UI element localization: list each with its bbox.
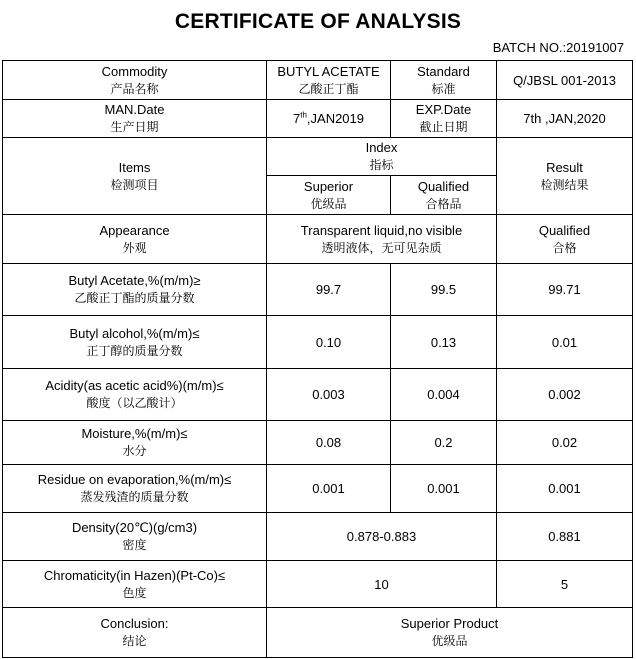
man-date-value: 7th,JAN2019	[267, 100, 391, 138]
appearance-item: Appearance 外观	[3, 215, 267, 264]
density-row	[3, 513, 633, 561]
conclusion-value: Superior Product 优级品	[267, 608, 633, 658]
result-value: 0.001	[497, 465, 633, 513]
table-row	[3, 421, 633, 465]
result-value: 0.02	[497, 421, 633, 465]
superior-header: Superior 优级品	[267, 176, 391, 215]
man-date-label: MAN.Date 生产日期	[3, 100, 267, 138]
appearance-spec: Transparent liquid,no visible 透明液体，无可见杂质	[267, 215, 497, 264]
superior-value: 99.7	[267, 264, 391, 316]
appearance-result: Qualified 合格	[497, 215, 633, 264]
standard-value: Q/JBSL 001-2013	[497, 61, 633, 100]
commodity-label: Commodity 产品名称	[3, 61, 267, 100]
density-spec: 0.878-0.883	[267, 513, 497, 561]
superior-value: 0.10	[267, 316, 391, 369]
item-name: Butyl alcohol,%(m/m)≤ 正丁醇的质量分数	[3, 316, 267, 369]
item-name: Residue on evaporation,%(m/m)≤ 蒸发残渣的质量分数	[3, 465, 267, 513]
date-row	[3, 100, 633, 138]
item-name: Moisture,%(m/m)≤ 水分	[3, 421, 267, 465]
table-row	[3, 264, 633, 316]
product-name: BUTYL ACETATE 乙酸正丁酯	[267, 61, 391, 100]
result-value: 0.01	[497, 316, 633, 369]
column-header-row	[3, 138, 633, 176]
chromaticity-row	[3, 561, 633, 608]
item-name: Chromaticity(in Hazen)(Pt-Co)≤ 色度	[3, 561, 267, 608]
appearance-row	[3, 215, 633, 264]
items-header: Items 检测项目	[3, 138, 267, 215]
commodity-row	[3, 61, 633, 100]
item-name: Butyl Acetate,%(m/m)≥ 乙酸正丁酯的质量分数	[3, 264, 267, 316]
result-header: Result 检测结果	[497, 138, 633, 215]
batch-number: BATCH NO.:20191007	[492, 40, 624, 55]
item-name: Acidity(as acetic acid%)(m/m)≤ 酸度（以乙酸计）	[3, 369, 267, 421]
table-row	[3, 369, 633, 421]
item-name: Density(20℃)(g/cm3) 密度	[3, 513, 267, 561]
document-title: CERTIFICATE OF ANALYSIS	[174, 10, 462, 33]
chromaticity-spec: 10	[267, 561, 497, 608]
standard-label: Standard 标准	[391, 61, 497, 100]
conclusion-label: Conclusion: 结论	[3, 608, 267, 658]
qualified-value: 0.004	[391, 369, 497, 421]
superior-value: 0.003	[267, 369, 391, 421]
result-value: 0.002	[497, 369, 633, 421]
superior-value: 0.08	[267, 421, 391, 465]
qualified-value: 0.2	[391, 421, 497, 465]
table-row	[3, 316, 633, 369]
superior-value: 0.001	[267, 465, 391, 513]
density-result: 0.881	[497, 513, 633, 561]
exp-date-label: EXP.Date 截止日期	[391, 100, 497, 138]
index-header: Index 指标	[267, 138, 497, 176]
result-value: 99.71	[497, 264, 633, 316]
qualified-value: 0.13	[391, 316, 497, 369]
qualified-value: 99.5	[391, 264, 497, 316]
qualified-value: 0.001	[391, 465, 497, 513]
exp-date-value: 7th ,JAN,2020	[497, 100, 633, 138]
conclusion-row	[3, 608, 633, 658]
table-row	[3, 465, 633, 513]
chromaticity-result: 5	[497, 561, 633, 608]
qualified-header: Qualified 合格品	[391, 176, 497, 215]
analysis-table	[2, 60, 633, 658]
